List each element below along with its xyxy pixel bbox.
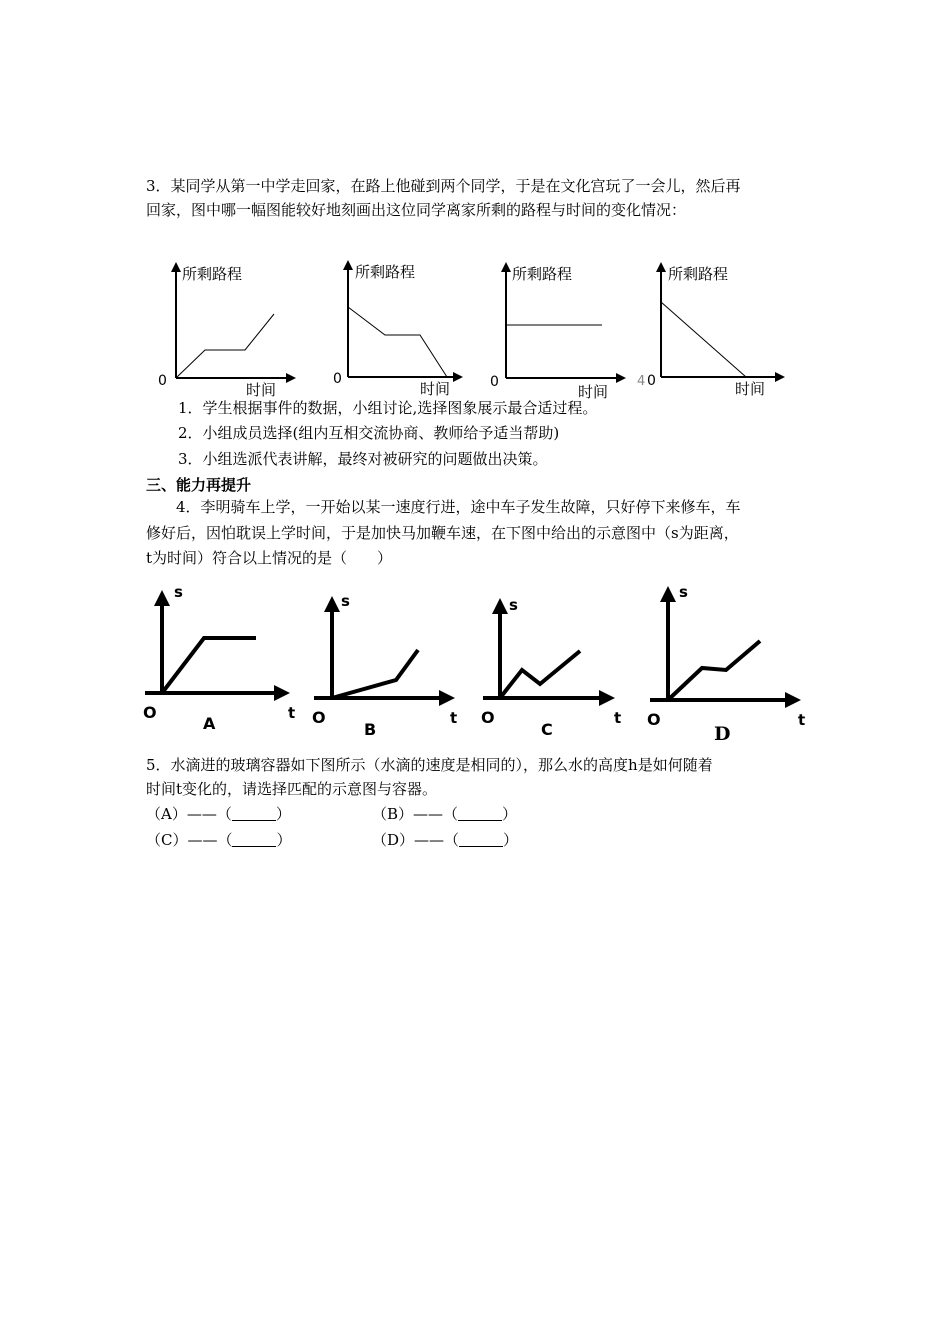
q4-a-origin: O [143, 703, 157, 722]
q5-b-label: （B）——（ [372, 805, 459, 823]
q5-b-blank[interactable] [458, 806, 502, 821]
q3-line2: 回家，图中哪一幅图能较好地刻画出这位同学离家所剩的路程与时间的变化情况： [146, 201, 687, 219]
q3-line1: 3．某同学从第一中学走回家，在路上他碰到两个同学，于是在文化宫玩了一会儿，然后再 [146, 177, 741, 195]
q4-graph-c [481, 596, 621, 739]
q4-b-origin: O [312, 708, 326, 727]
q3-graph-2 [333, 260, 463, 398]
q4-c-origin: O [481, 708, 495, 727]
q3-graph-4 [647, 262, 785, 398]
q3-graph-3-xlabel: 时间 [578, 383, 609, 401]
q3-graph-4-origin: 0 [647, 373, 656, 389]
q3-graphs [0, 255, 950, 405]
q5-c-blank[interactable] [232, 832, 276, 847]
q4-c-xlabel: t [614, 709, 622, 727]
q4-c-ylabel: s [509, 596, 518, 614]
q3-graph-2-ylabel: 所剩路程 [355, 263, 416, 281]
q4-d-origin: O [647, 710, 661, 729]
q4-option-d: D [714, 723, 731, 745]
q5-d-close: ） [503, 831, 519, 849]
q5-line2: 时间t变化的，请选择匹配的示意图与容器。 [146, 780, 438, 798]
q5-d-blank[interactable] [459, 832, 503, 847]
q3-graph-3-ylabel: 所剩路程 [512, 265, 573, 283]
q5-b-close: ） [502, 805, 518, 823]
q3-graph-4-ylabel: 所剩路程 [668, 265, 729, 283]
q5-c-label: （C）——（ [146, 831, 233, 849]
q4-option-b: B [364, 720, 377, 739]
q4-line2: 修好后，因怕耽误上学时间，于是加快马加鞭车速，在下图中给出的示意图中（s为距离， [146, 524, 739, 542]
q5-answer-c [146, 830, 292, 850]
q4-graph-d [647, 583, 805, 745]
q5-line1: 5．水滴进的玻璃容器如下图所示（水滴的速度是相同的），那么水的高度h是如何随着 [146, 756, 713, 774]
q5-answer-a [146, 804, 291, 824]
q3-graph-2-origin: 0 [333, 371, 342, 387]
q4-line3: t为时间）符合以上情况的是（ ） [146, 549, 393, 567]
step-3: 3．小组选派代表讲解，最终对被研究的问题做出决策。 [178, 450, 548, 468]
q3-graph-4-xlabel: 时间 [735, 380, 766, 398]
q3-graph-1-xlabel: 时间 [246, 381, 277, 399]
q5-a-label: （A）——（ [146, 805, 232, 823]
q3-graph-3-origin: 0 [490, 374, 499, 390]
q3-graph-1-ylabel: 所剩路程 [182, 265, 243, 283]
q3-graph-3 [490, 262, 645, 401]
q4-line1: 4．李明骑车上学，一开始以某一速度行进，途中车子发生故障，只好停下来修车，车 [176, 498, 741, 516]
q3-graph-1-origin: 0 [158, 373, 167, 389]
q5-a-blank[interactable] [232, 806, 276, 821]
section-title: 三、能力再提升 [146, 476, 252, 494]
q5-answer-d [372, 830, 518, 850]
q5-a-close: ） [275, 805, 291, 823]
q4-d-ylabel: s [679, 583, 688, 601]
step-1: 1．学生根据事件的数据，小组讨论,选择图象展示最合适过程。 [178, 399, 598, 417]
q3-graph-1 [158, 262, 296, 399]
q5-d-label: （D）——（ [372, 831, 460, 849]
q4-graph-b [312, 592, 457, 739]
step-2: 2．小组成员选择(组内互相交流协商、教师给予适当帮助) [178, 424, 560, 442]
q4-graph-a [143, 583, 295, 733]
q4-a-xlabel: t [288, 704, 296, 722]
q4-b-xlabel: t [450, 709, 458, 727]
q4-a-ylabel: s [174, 583, 183, 601]
q4-option-a: A [203, 714, 216, 733]
q3-marker: 4 [637, 374, 646, 389]
q4-graphs [0, 580, 950, 745]
q4-b-ylabel: s [341, 592, 350, 610]
q3-graph-2-xlabel: 时间 [420, 380, 451, 398]
q4-option-c: C [541, 720, 553, 739]
q5-c-close: ） [276, 831, 292, 849]
q4-d-xlabel: t [798, 711, 806, 729]
q5-answer-b [372, 804, 517, 824]
